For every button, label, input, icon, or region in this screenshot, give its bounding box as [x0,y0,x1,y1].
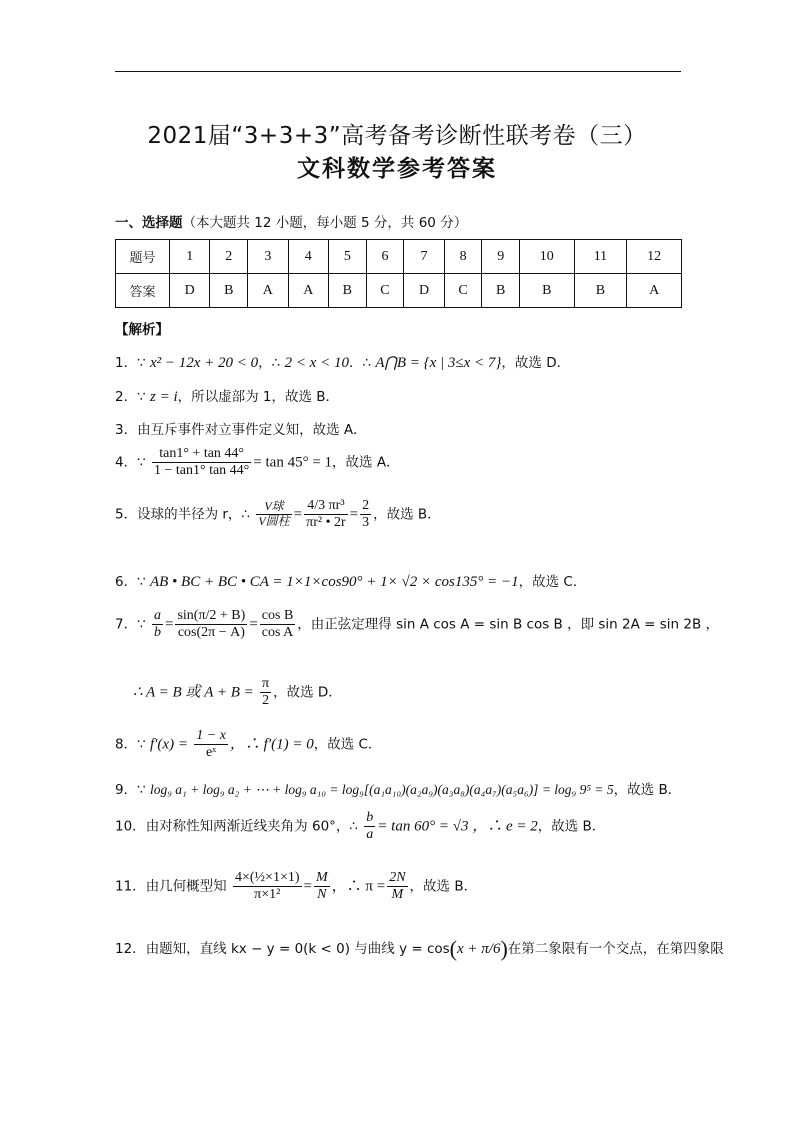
denominator: cos A [261,625,294,641]
because-symbol: ∵ [137,574,146,590]
solution-10 [115,810,605,843]
numerator: 4×(½×1×1) [233,870,302,887]
math-expression: x² − 12x + 20 < 0 [149,355,259,371]
fraction [152,608,163,641]
math-expression: z = i [149,389,178,405]
table-cell: 11 [574,240,627,274]
conclusion-text: ，故选 A． [332,454,400,471]
numerator: 4/3 πr³ [304,498,348,515]
because-symbol: ∵ [137,355,146,371]
conclusion-text: ，故选 B． [613,782,682,798]
table-cell: A [288,274,328,308]
math-expression: ，∴ f′(1) = 0 [229,736,314,753]
conclusion-text: ，故选 B． [373,506,441,523]
numerator: 2N [387,870,407,887]
table-cell: B [482,274,520,308]
math-expression: x + π/6 [457,941,501,957]
solution-text: 由题知，直线 kx − y = 0(k < 0) 与曲线 y = cos [145,941,450,957]
denominator: π×1² [254,887,281,903]
numerator: cos B [260,608,296,625]
table-header-cell: 题号 [116,240,170,274]
item-number: 8． [115,736,138,753]
table-cell: A [627,274,682,308]
fraction [314,870,330,903]
numerator: b [364,810,375,827]
conclusion-text: ，故选 D． [501,355,571,371]
fraction [233,870,302,903]
solution-7-continued [133,676,342,709]
solution-7: 7．∵ $\frac{a}{b}$ = $\frac{\sin(\pi/2 + B)}{\cos(2\pi - A)}$ = $\frac{\text{cos B}}{\text{cos A}}$ ，由正弦定理得 sin A cos A = sin B cos B ，即 sin 2A = sin 2B ， [115,608,720,641]
page-subtitle: 文科数学参考答案 [297,156,497,182]
analysis-heading: 【解析】 [115,322,169,338]
conclusion-text: ，故选 C． [518,574,587,590]
item-number: 3． [115,422,138,438]
equals-sign: = [303,878,312,895]
fraction [256,500,291,529]
table-cell: 1 [170,240,210,274]
denominator: N [317,887,327,903]
fraction [260,608,296,641]
because-symbol: ∵ [137,389,146,405]
solution-text: 由几何概型知 [145,878,227,895]
denominator: a [366,827,374,843]
conclusion-text: ，故选 B． [537,818,606,835]
table-cell: B [329,274,367,308]
table-cell: 9 [482,240,520,274]
fraction [260,676,271,709]
table-row-numbers [116,240,682,274]
solution-text: ，由正弦定理得 sin A cos A = sin B cos B ，即 sin 2A = sin 2B ， [297,616,720,633]
item-number: 7． [115,616,138,633]
table-row-answers [116,274,682,308]
fraction [360,498,371,531]
denominator: eˣ [205,745,217,761]
solution-9 [115,778,681,798]
table-cell: B [210,274,248,308]
solution-4 [115,446,400,479]
table-cell: C [366,274,404,308]
table-cell: 2 [210,240,248,274]
table-cell: D [404,274,444,308]
numerator: M [314,870,330,887]
math-expression: = tan 60° = √3 ，∴ e = 2 [377,818,538,835]
item-number: 1． [115,355,138,371]
denominator: πr² • 2r [306,515,346,531]
fraction [387,870,407,903]
page-title: 2021届“3+3+3”高考备考诊断性联考卷（三） [147,123,647,149]
table-cell: B [574,274,627,308]
therefore-symbol: ∴ [271,355,281,371]
solution-text: 在第二象限有一个交点，在第四象限 [507,941,724,957]
solution-1 [115,351,570,372]
item-number: 4． [115,454,138,471]
numerator: sin(π/2 + B) [175,608,247,625]
numerator: a [152,608,163,625]
table-cell: 8 [444,240,482,274]
math-expression: log₉ a₁ + log₉ a₂ + ⋯ + log₉ a₁₀ = log₉[(a₁a₁₀)(a₂a₉)(a₃a₈)(a₄a₇)(a₅a₆)] = log₉ 9⁵ = 5 [149,782,614,797]
table-cell: B [520,274,575,308]
fraction [364,810,375,843]
because-symbol: ∵ [137,736,146,753]
numerator: 1 − x [194,728,228,745]
numerator: V球 [256,500,291,515]
because-symbol: ∵ [137,454,146,471]
fraction [304,498,348,531]
table-cell: 10 [520,240,575,274]
conclusion-text: ，所以虚部为 1，故选 B． [177,389,340,405]
solution-text: 由互斥事件对立事件定义知，故选 A． [137,422,367,438]
top-rule [115,71,681,72]
math-expression: AB • BC + BC • CA = 1×1×cos90° + 1× √2 × cos135° = −1 [149,574,519,590]
solution-2 [115,385,339,406]
fraction [152,446,251,479]
section-heading [115,211,467,231]
table-cell: 7 [404,240,444,274]
denominator: M [391,887,404,903]
fraction [194,728,228,761]
denominator: b [153,625,161,641]
solution-11 [115,870,477,903]
math-expression: 2 < x < 10 [284,355,349,371]
numerator: 2 [360,498,371,515]
item-number: 9． [115,782,138,798]
because-symbol: ∵ [137,782,146,798]
table-cell: A [248,274,288,308]
denominator: V圆柱 [258,514,290,529]
math-expression: A⋂B = {x | 3≤x < 7} [375,355,502,371]
item-number: 5． [115,506,138,523]
solution-5: 5．设球的半径为 r，∴ $\frac{\text{V球}}{\text{V圆柱}}$ = $\frac{\text{4/3 πr³}}{\text{πr² • 2r}}$ = $\frac{2}{3}$ ，故选 B． [115,498,441,531]
math-expression: ，∴ π = [331,878,386,895]
denominator: cos(2π − A) [177,625,245,641]
solution-6 [115,570,586,591]
table-cell: 5 [329,240,367,274]
numerator: π [260,676,271,693]
solution-3 [115,418,367,438]
solution-12: 12．由题知，直线 kx − y = 0(k < 0) 与曲线 y = cos(x + π/6)在第二象限有一个交点，在第四象限 [115,936,724,961]
denominator: 2 [262,693,270,709]
table-cell: 4 [288,240,328,274]
denominator: 3 [362,515,370,531]
denominator: 1 − tan1° tan 44° [153,463,250,479]
conclusion-text: ，故选 C． [313,736,382,753]
math-expression: f′(x) = [149,736,188,753]
separator: ， [258,355,272,371]
separator: ．∴ [348,355,372,371]
because-symbol: ∵ [137,616,146,633]
table-header-cell: 答案 [116,274,170,308]
solution-text: 设球的半径为 r，∴ [137,506,251,523]
solution-text: 由对称性知两渐近线夹角为 60°，∴ [145,818,358,835]
solution-8 [115,728,381,761]
table-cell: 3 [248,240,288,274]
table-cell: 12 [627,240,682,274]
item-number: 10． [115,818,146,835]
table-cell: D [170,274,210,308]
section-title: 一、选择题 [115,215,183,231]
fraction [175,608,247,641]
table-cell: C [444,274,482,308]
conclusion-text: ，故选 D． [273,684,342,701]
math-expression: = tan 45° = 1 [253,454,333,471]
item-number: 12． [115,941,146,957]
answer-table [115,239,682,308]
conclusion-text: ，故选 B． [409,878,478,895]
item-number: 11． [115,878,146,895]
item-number: 6． [115,574,138,590]
numerator: tan1° + tan 44° [152,446,251,463]
item-number: 2． [115,389,138,405]
math-expression: ∴ A = B 或 A + B = [133,684,254,701]
section-note: （本大题共 12 小题，每小题 5 分，共 60 分） [182,215,468,231]
table-cell: 6 [366,240,404,274]
